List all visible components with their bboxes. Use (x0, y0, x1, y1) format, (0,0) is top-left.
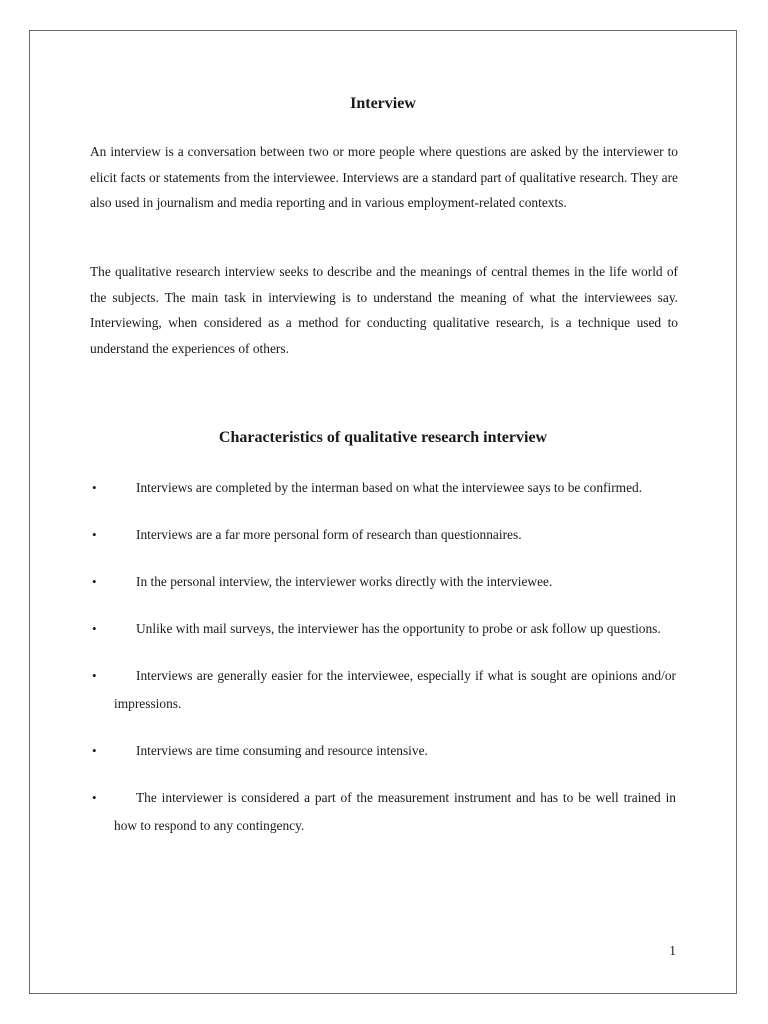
bullet-icon: • (92, 621, 97, 636)
list-item-text: Interviews are completed by the interman based on what the interviewee says to be confirmed. (136, 480, 643, 495)
list-item-text: The interviewer is considered a part of the measurement instrument and has to be well trained in how to respond to any contingency. (114, 790, 676, 833)
document-title: Interview (350, 95, 416, 112)
list-item-text: Interviews are generally easier for the interviewee, especially if what is sought are opinions and/or impressions. (114, 668, 676, 711)
list-item (30, 568, 736, 596)
bullet-icon: • (92, 743, 97, 758)
list-item (30, 521, 736, 549)
list-item (30, 615, 736, 643)
page-number: 1 (669, 943, 676, 958)
list-item-text: Interviews are time consuming and resource intensive. (136, 743, 428, 758)
bullet-icon: • (92, 790, 97, 805)
list-item (30, 662, 736, 718)
bullet-icon: • (92, 480, 97, 495)
list-item (30, 474, 736, 502)
section-title: Characteristics of qualitative research interview (218, 429, 548, 446)
list-item-text: Interviews are a far more personal form of research than questionnaires. (136, 527, 522, 542)
characteristics-list (30, 474, 736, 859)
document-page (29, 30, 737, 994)
list-item (30, 784, 736, 840)
intro-paragraph-1: An interview is a conversation between two or more people where questions are asked by the interviewer to elicit facts or statements from the interviewee. Interviews are a standard part of qualitative research. They are also used in journalism and media reporting and in various employment-related contexts. (90, 144, 678, 210)
bullet-icon: • (92, 668, 97, 683)
bullet-icon: • (92, 527, 97, 542)
bullet-icon: • (92, 574, 97, 589)
intro-paragraph-2: The qualitative research interview seeks to describe and the meanings of central themes in the life world of the subjects. The main task in interviewing is to understand the meaning of what the interviewees say. Interviewing, when considered as a method for conducting qualitative research, is a technique used to understand the experiences of others. (90, 264, 678, 356)
list-item-text: In the personal interview, the interviewer works directly with the interviewee. (136, 574, 553, 589)
list-item (30, 737, 736, 765)
list-item-text: Unlike with mail surveys, the interviewer has the opportunity to probe or ask follow up questions. (136, 621, 661, 636)
